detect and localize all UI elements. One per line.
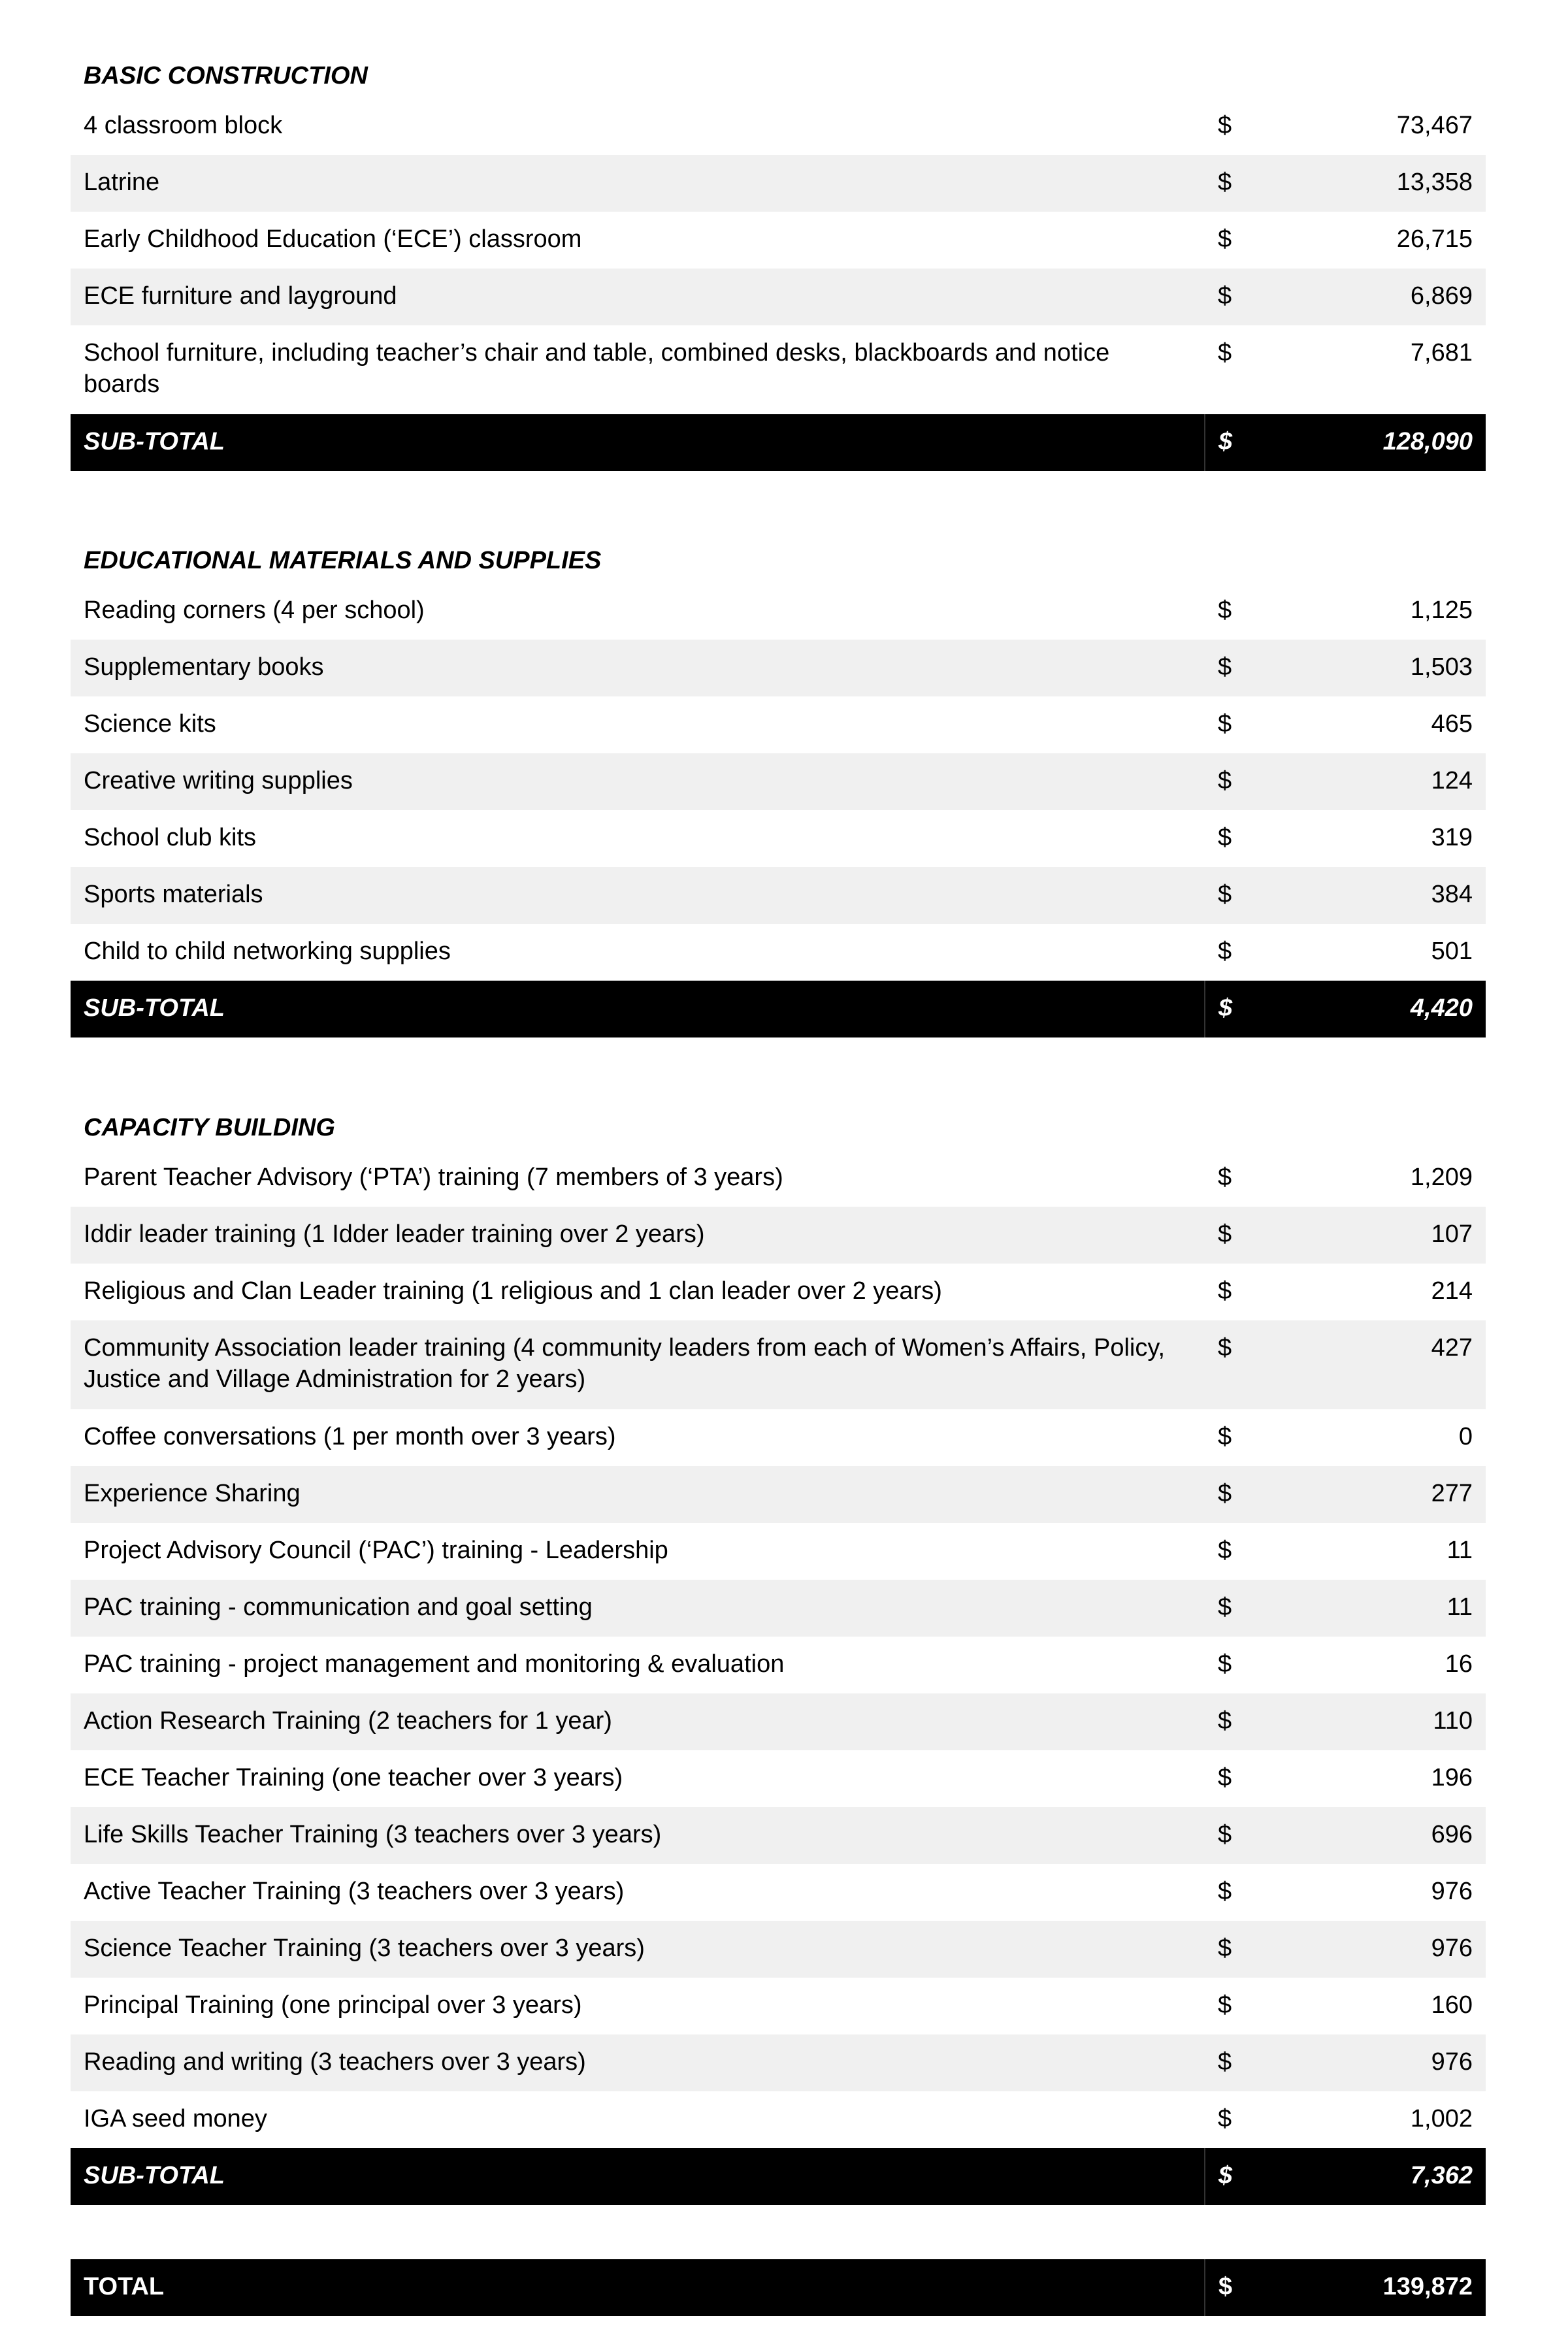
currency-symbol: $	[1218, 1764, 1232, 1791]
currency-symbol: $	[1205, 269, 1257, 325]
item-label: School club kits	[84, 824, 257, 851]
table-row	[71, 2034, 1486, 2091]
item-amount: 277	[1257, 1466, 1486, 1523]
table-row	[71, 2091, 1486, 2148]
item-amount: 1,503	[1257, 640, 1486, 696]
subtotal-row	[71, 2148, 1486, 2205]
item-label: Project Advisory Council (‘PAC’) training - Leadership	[84, 1537, 668, 1564]
item-label: Reading and writing (3 teachers over 3 years)	[71, 2034, 1205, 2091]
total-amount: 139,872	[1257, 2259, 1486, 2316]
currency-symbol: $	[1218, 596, 1232, 624]
subtotal-label: SUB-TOTAL	[71, 2148, 1205, 2205]
item-amount: 976	[1257, 1921, 1486, 1978]
currency-symbol: $	[1205, 981, 1257, 1037]
table-row	[71, 1750, 1486, 1807]
item-amount: 214	[1431, 1277, 1473, 1305]
basic-construction-table	[71, 42, 1486, 471]
table-row	[71, 1978, 1486, 2034]
item-label: Parent Teacher Advisory (‘PTA’) training (7 members of 3 years)	[84, 1164, 783, 1191]
item-amount: 107	[1257, 1207, 1486, 1264]
currency-symbol: $	[1218, 339, 1232, 367]
table-row	[71, 867, 1486, 924]
item-amount: 1,002	[1410, 2105, 1473, 2132]
item-label: Child to child networking supplies	[84, 938, 451, 965]
currency-symbol: $	[1218, 2105, 1232, 2132]
table-row	[71, 98, 1486, 155]
table-row	[71, 1807, 1486, 1864]
subtotal-amount: 7,362	[1257, 2148, 1486, 2205]
item-amount: 26,715	[1396, 225, 1473, 253]
total-row	[71, 2259, 1486, 2316]
item-label: Community Association leader training (4 community leaders from each of Women’s Affairs, Policy, Justice and Village Administration for 2 years)	[71, 1320, 1205, 1409]
table-row	[71, 212, 1486, 269]
currency-symbol: $	[1218, 1164, 1232, 1191]
item-amount: 73,467	[1396, 112, 1473, 139]
table-row	[71, 1693, 1486, 1750]
section-title: EDUCATIONAL MATERIALS AND SUPPLIES	[84, 547, 602, 574]
item-label: ECE furniture and layground	[71, 269, 1205, 325]
item-amount: 160	[1431, 1991, 1473, 2019]
item-label: Early Childhood Education (‘ECE’) classroom	[84, 225, 582, 253]
table-row	[71, 924, 1486, 981]
currency-symbol: $	[1218, 1537, 1232, 1564]
item-label: Creative writing supplies	[71, 753, 1205, 810]
currency-symbol: $	[1205, 1466, 1257, 1523]
educational-materials-table	[71, 527, 1486, 1037]
table-row	[71, 696, 1486, 753]
currency-symbol: $	[1205, 1693, 1257, 1750]
capacity-building-table	[71, 1094, 1486, 2205]
grand-total-table	[71, 2259, 1486, 2316]
currency-symbol: $	[1218, 1277, 1232, 1305]
item-amount: 110	[1257, 1693, 1486, 1750]
section-title: CAPACITY BUILDING	[84, 1114, 335, 1141]
item-label: Supplementary books	[71, 640, 1205, 696]
table-row	[71, 640, 1486, 696]
item-label: Active Teacher Training (3 teachers over 3 years)	[84, 1878, 625, 1905]
table-row	[71, 810, 1486, 867]
subtotal-amount: 4,420	[1257, 981, 1486, 1037]
table-row	[71, 1921, 1486, 1978]
currency-symbol: $	[1205, 867, 1257, 924]
item-label: ECE Teacher Training (one teacher over 3 years)	[84, 1764, 623, 1791]
item-amount: 196	[1431, 1764, 1473, 1791]
currency-symbol: $	[1205, 1807, 1257, 1864]
item-amount: 465	[1431, 710, 1473, 738]
table-row	[71, 1580, 1486, 1637]
currency-symbol: $	[1205, 640, 1257, 696]
currency-symbol: $	[1218, 1423, 1232, 1450]
item-label: Principal Training (one principal over 3 years)	[84, 1991, 582, 2019]
item-label: Iddir leader training (1 Idder leader training over 2 years)	[71, 1207, 1205, 1264]
subtotal-row	[71, 414, 1486, 471]
item-label: Science Teacher Training (3 teachers over 3 years)	[71, 1921, 1205, 1978]
item-label: School furniture, including teacher’s chair and table, combined desks, blackboards and notice boards	[84, 339, 1110, 398]
currency-symbol: $	[1205, 2259, 1257, 2316]
item-label: Action Research Training (2 teachers for 1 year)	[71, 1693, 1205, 1750]
currency-symbol: $	[1218, 710, 1232, 738]
item-label: Reading corners (4 per school)	[84, 596, 425, 624]
item-label: PAC training - project management and monitoring & evaluation	[84, 1650, 785, 1678]
currency-symbol: $	[1205, 155, 1257, 212]
subtotal-amount: 128,090	[1257, 414, 1486, 471]
currency-symbol: $	[1218, 1650, 1232, 1678]
table-row	[71, 1466, 1486, 1523]
item-amount: 384	[1257, 867, 1486, 924]
item-amount: 7,681	[1410, 339, 1473, 367]
table-row	[71, 155, 1486, 212]
section-heading-row	[71, 1094, 1486, 1150]
table-row	[71, 583, 1486, 640]
item-amount: 319	[1431, 824, 1473, 851]
item-amount: 501	[1431, 938, 1473, 965]
item-label: IGA seed money	[84, 2105, 267, 2132]
currency-symbol: $	[1205, 1921, 1257, 1978]
currency-symbol: $	[1205, 1580, 1257, 1637]
subtotal-label: SUB-TOTAL	[71, 981, 1205, 1037]
item-amount: 976	[1431, 1878, 1473, 1905]
currency-symbol: $	[1205, 1320, 1257, 1409]
item-amount: 16	[1445, 1650, 1473, 1678]
item-amount: 6,869	[1257, 269, 1486, 325]
table-row	[71, 1864, 1486, 1921]
currency-symbol: $	[1205, 2148, 1257, 2205]
item-amount: 976	[1257, 2034, 1486, 2091]
currency-symbol: $	[1218, 938, 1232, 965]
section-heading-row	[71, 42, 1486, 98]
currency-symbol: $	[1218, 112, 1232, 139]
currency-symbol: $	[1205, 2034, 1257, 2091]
section-title: BASIC CONSTRUCTION	[84, 62, 368, 90]
item-label: Science kits	[84, 710, 216, 738]
currency-symbol: $	[1218, 1991, 1232, 2019]
item-label: Religious and Clan Leader training (1 religious and 1 clan leader over 2 years)	[84, 1277, 942, 1305]
item-label: 4 classroom block	[84, 112, 283, 139]
item-amount: 124	[1257, 753, 1486, 810]
table-row	[71, 1207, 1486, 1264]
table-row	[71, 753, 1486, 810]
item-label: Experience Sharing	[71, 1466, 1205, 1523]
table-row	[71, 1320, 1486, 1409]
table-row	[71, 269, 1486, 325]
item-amount: 1,125	[1410, 596, 1473, 624]
subtotal-label: SUB-TOTAL	[71, 414, 1205, 471]
item-label: Life Skills Teacher Training (3 teachers over 3 years)	[71, 1807, 1205, 1864]
currency-symbol: $	[1218, 1878, 1232, 1905]
item-label: Latrine	[71, 155, 1205, 212]
table-row	[71, 1264, 1486, 1320]
item-amount: 13,358	[1257, 155, 1486, 212]
table-row	[71, 1409, 1486, 1466]
subtotal-row	[71, 981, 1486, 1037]
currency-symbol: $	[1218, 824, 1232, 851]
currency-symbol: $	[1205, 414, 1257, 471]
total-label: TOTAL	[71, 2259, 1205, 2316]
item-label: Coffee conversations (1 per month over 3 years)	[84, 1423, 616, 1450]
item-label: Sports materials	[71, 867, 1205, 924]
item-amount: 0	[1458, 1423, 1473, 1450]
table-row	[71, 1523, 1486, 1580]
item-label: PAC training - communication and goal setting	[71, 1580, 1205, 1637]
section-heading-row	[71, 527, 1486, 583]
item-amount: 11	[1446, 1537, 1473, 1564]
table-row	[71, 1150, 1486, 1207]
item-amount: 11	[1257, 1580, 1486, 1637]
table-row	[71, 325, 1486, 414]
currency-symbol: $	[1205, 1207, 1257, 1264]
currency-symbol: $	[1218, 225, 1232, 253]
item-amount: 427	[1257, 1320, 1486, 1409]
item-amount: 1,209	[1410, 1164, 1473, 1191]
item-amount: 696	[1257, 1807, 1486, 1864]
currency-symbol: $	[1205, 753, 1257, 810]
table-row	[71, 1637, 1486, 1693]
